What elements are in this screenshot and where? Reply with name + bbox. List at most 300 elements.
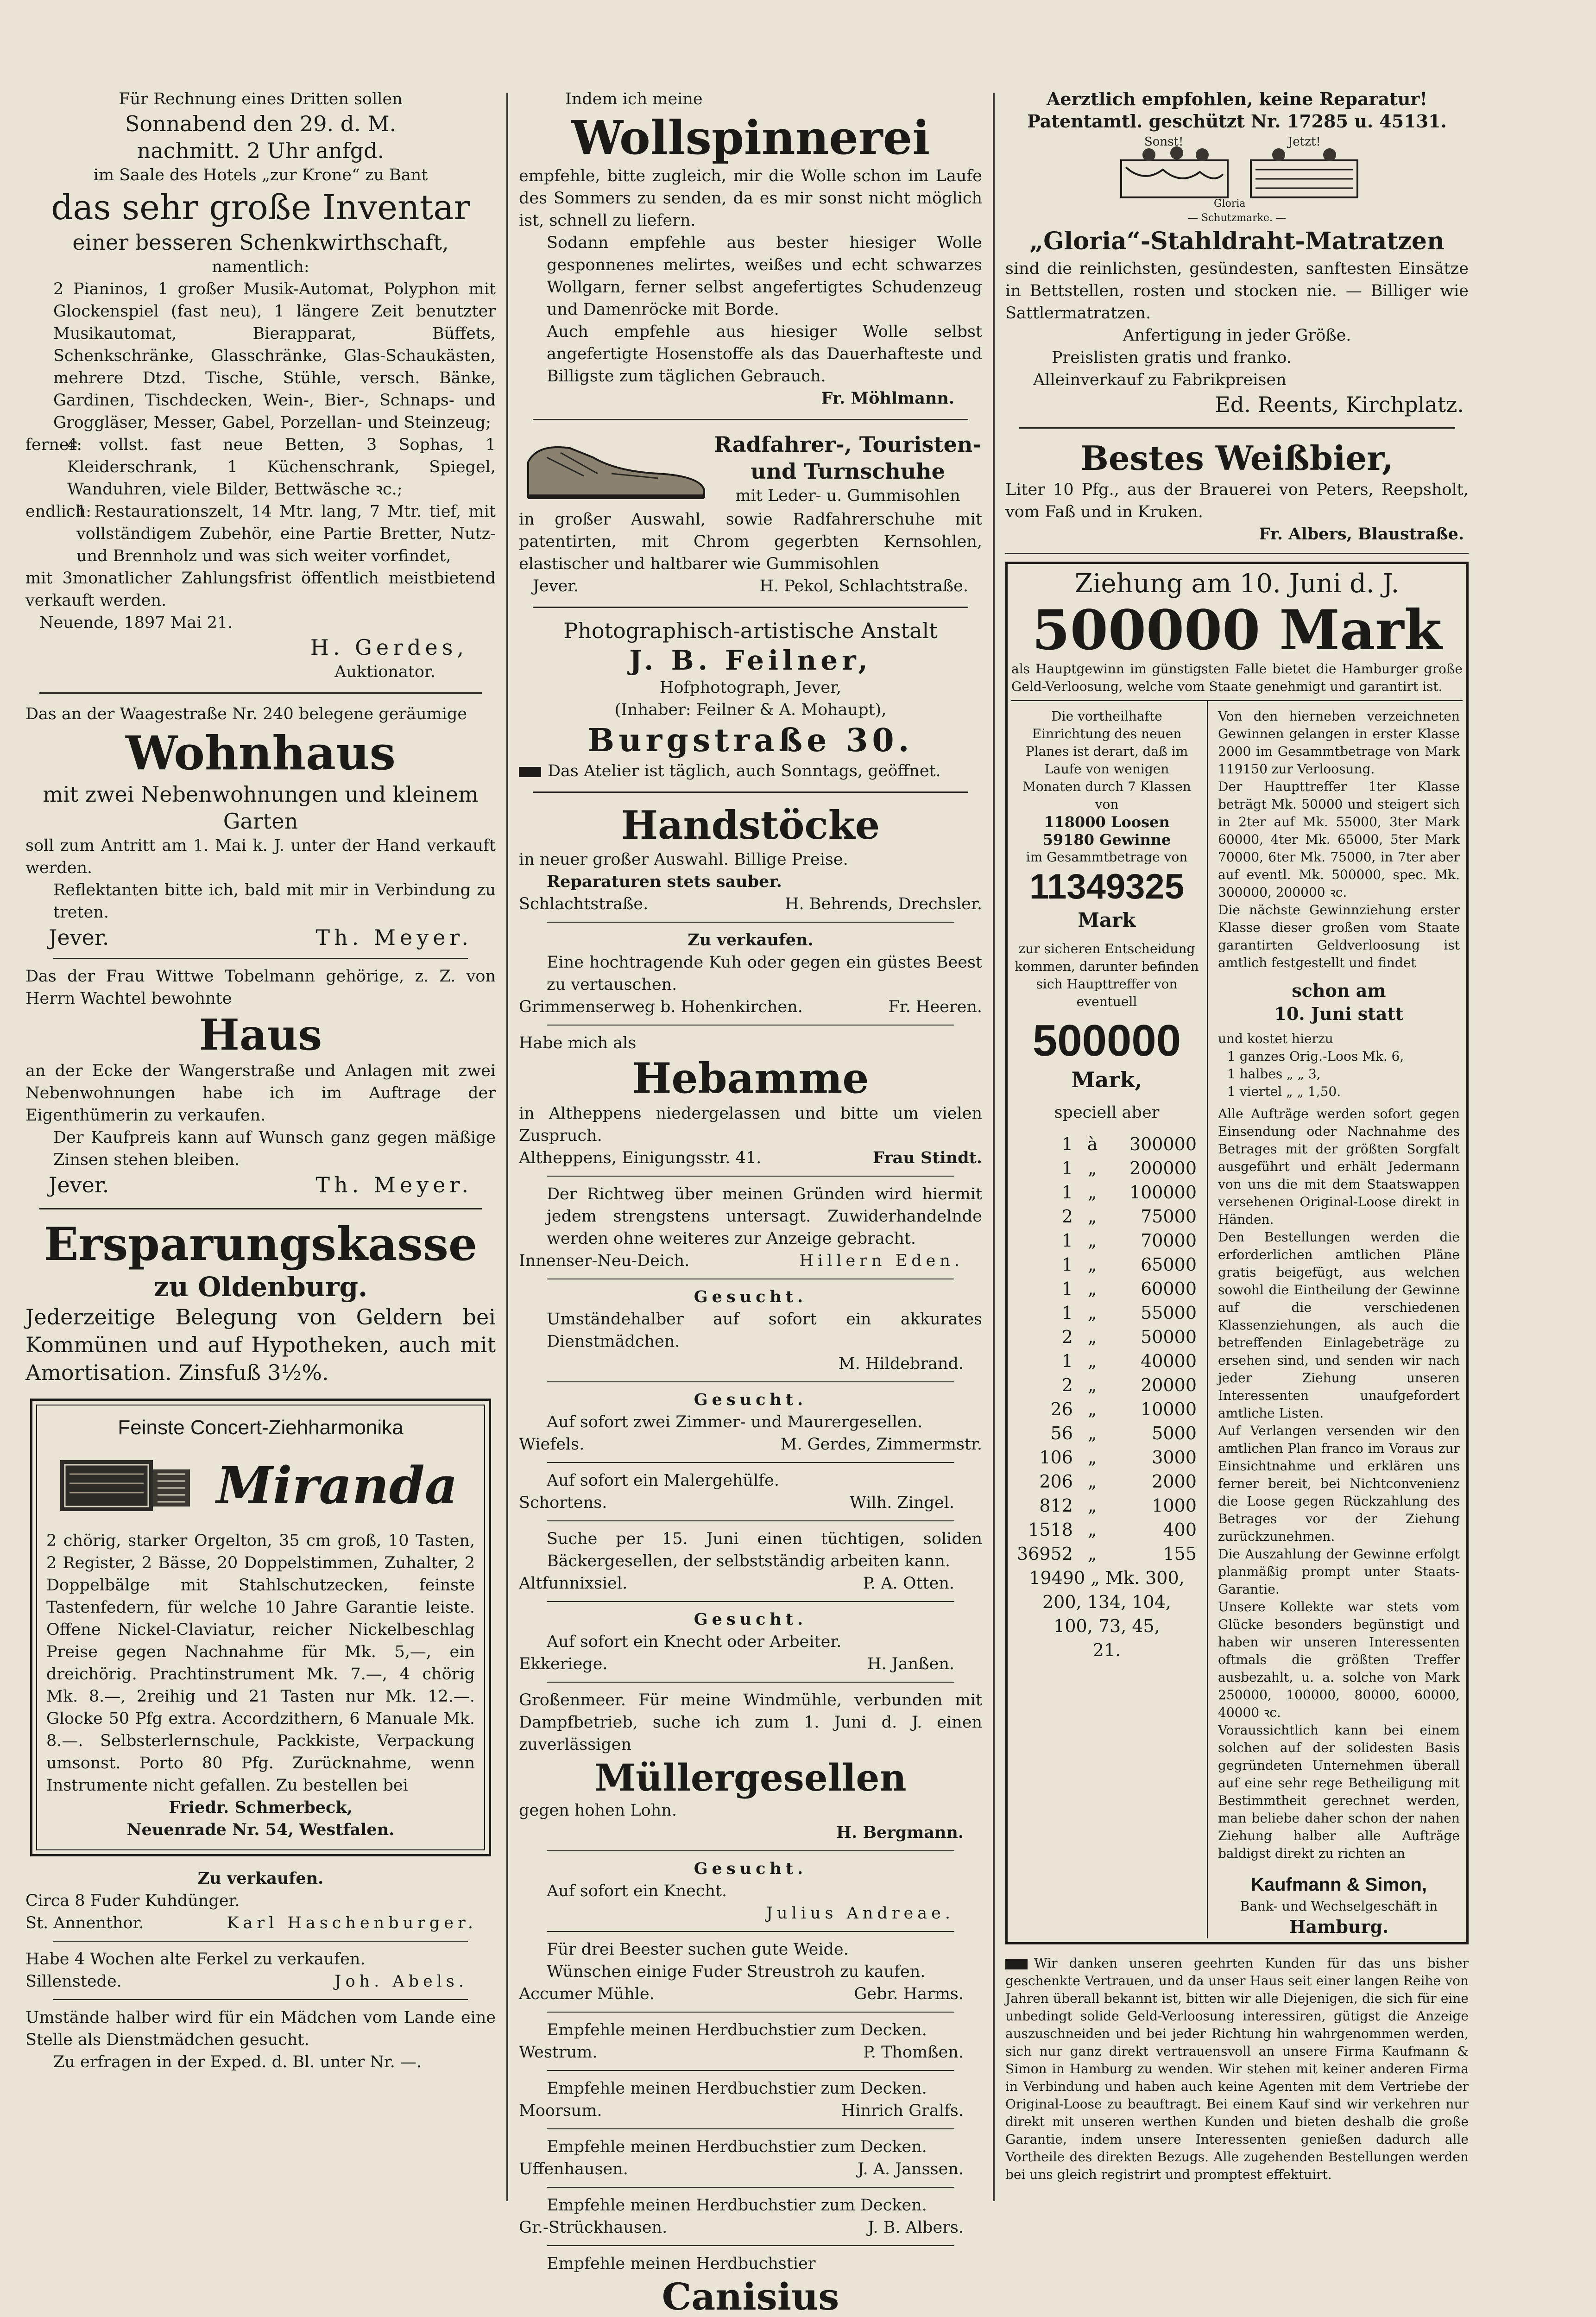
prize-separator: „ — [1088, 1158, 1097, 1178]
prize-count: 1 — [1061, 1254, 1073, 1275]
ad-muellergesellen — [519, 1689, 982, 1844]
ad-place: Schlachtstraße. — [519, 895, 649, 913]
ad-separator — [547, 1025, 954, 1026]
prize-table — [1014, 1132, 1199, 1566]
ad-signature: J. A. Janssen. — [858, 2160, 964, 2178]
ad-line: speciell aber — [1054, 1103, 1160, 1122]
ad-body: Jederzeitige Belegung von Geldern bei Kommünen und auf Hypotheken, auch mit Amortisation. Zinsfuß 3½%. — [25, 1304, 496, 1385]
prize-separator: „ — [1088, 1544, 1097, 1564]
ad-price: 1 viertel „ „ 1,50. — [1227, 1084, 1341, 1099]
ad-separator — [1005, 553, 1469, 554]
ad-body: Der Haupttreffer 1ter Klasse beträgt Mk. 50000 und steigert sich in 2ter auf Mk. 55000, 3ter Mark 60000, 4ter Mk. 65000, 5ter Mark 70000, 6ter Mk. 75000, in 7ter aber auf eventl. Mk. 500000, spec. Mk. 300000, 200000 ꝛc. — [1218, 779, 1460, 900]
prize-amount: 70000 — [1141, 1230, 1197, 1251]
ad-place: Sillenstede. — [25, 1972, 122, 1991]
prize-amount: 55000 — [1141, 1303, 1197, 1323]
ad-line: Empfehle meinen Herdbuchstier zum Decken. — [547, 2021, 927, 2039]
ad-kuhduenger — [25, 1868, 496, 1934]
ad-body: Der Richtweg über meinen Gründen wird hiermit jedem strengstens untersagt. Zuwiderhandelnde werden ohne weiteres zur Anzeige gebracht. — [547, 1185, 982, 1248]
ad-line: Bank- und Wechselgeschäft in — [1240, 1899, 1438, 1914]
ad-separator — [53, 958, 468, 959]
ad-line: Aerztlich empfohlen, keine Reparatur! — [1046, 89, 1428, 109]
ad-footer — [519, 893, 982, 915]
ad-body: soll zum Antritt am 1. Mai k. J. unter der Hand verkauft werden. — [25, 836, 496, 877]
prize-amount: 400 — [1163, 1519, 1197, 1540]
ad-label: endlich: — [25, 502, 91, 521]
prize-amount: 75000 — [1141, 1206, 1197, 1227]
ad-big-number: 11349325 — [1029, 867, 1184, 906]
prize-amount: 40000 — [1141, 1351, 1197, 1371]
ad-price: 1 ganzes Orig.-Loos Mk. 6, — [1227, 1049, 1404, 1064]
ad-harmonika-inner — [36, 1405, 485, 1850]
ad-turnschuhe-title — [713, 431, 982, 507]
ad-separator — [533, 791, 968, 793]
prize-separator: „ — [1088, 1423, 1097, 1443]
ad-line: Auf sofort ein Knecht oder Arbeiter. — [547, 1633, 842, 1651]
ad-footer — [25, 1171, 496, 1199]
ad-separator — [547, 2012, 954, 2013]
column-3 — [1005, 88, 1469, 2184]
ad-herdbuchstier-4 — [519, 2194, 982, 2239]
ad-turnschuhe — [519, 430, 982, 597]
ad-place: Ekkeriege. — [519, 1655, 608, 1673]
ad-headline: und Turnschuhe — [751, 459, 945, 484]
ad-line: Auf sofort ein Knecht. — [547, 1882, 727, 1900]
accordion-illustration — [46, 1446, 199, 1525]
prize-row — [1014, 1397, 1199, 1421]
prize-separator: à — [1087, 1134, 1098, 1154]
prize-row — [1014, 1325, 1199, 1349]
prize-count: 206 — [1039, 1471, 1073, 1492]
ad-body: Den Bestellungen werden die erforderlichen amtlichen Pläne gratis beigefügt, aus welchen sowohl die Eintheilung der Gewinne auf die verschiedenen Klassenziehungen, als auch die betreffenden Einlagebeträge zu ersehen sind, und senden wir nach jeder Ziehung unseren Interessenten unaufgefordert amtliche Listen. — [1218, 1229, 1460, 1421]
ad-headline: Handstöcke — [621, 802, 880, 848]
ad-place: Wiefels. — [519, 1435, 585, 1454]
ad-body: an der Ecke der Wangerstraße und Anlagen mit zwei Nebenwohnungen habe ich im Auftrage der Eigenthümerin zu verkaufen. — [25, 1062, 496, 1125]
ad-signature: M. Gerdes, Zimmermstr. — [780, 1435, 982, 1454]
ad-harmonika-header — [46, 1446, 475, 1525]
ad-herdbuchstier-2 — [519, 2077, 982, 2122]
prize-separator: „ — [1088, 1206, 1097, 1227]
ad-place: Uffenhausen. — [519, 2160, 628, 2178]
ad-line: Zu erfragen in der Exped. d. Bl. unter Nr. —. — [53, 2053, 422, 2071]
ad-price: 1 halbes „ „ 3, — [1227, 1066, 1321, 1082]
prize-amount: 2000 — [1152, 1471, 1197, 1492]
ad-line: Habe 4 Wochen alte Ferkel zu verkaufen. — [25, 1950, 366, 1969]
ad-date: Neuende, 1897 Mai 21. — [39, 614, 233, 632]
mattress-illustration — [1107, 133, 1367, 211]
ad-list-row — [25, 500, 496, 567]
ad-matratzen-illustration — [1005, 133, 1469, 211]
ad-lottery-box — [1005, 562, 1469, 1944]
ad-line: Das der Frau Wittwe Tobelmann gehörige, z. Z. von Herrn Wachtel bewohnte — [25, 967, 496, 1008]
prize-separator: „ — [1088, 1399, 1097, 1419]
ad-body: Eine hochtragende Kuh oder gegen ein güstes Beest zu vertauschen. — [547, 953, 982, 994]
ad-place: Jever. — [49, 1172, 109, 1197]
ad-separator — [533, 607, 968, 608]
ad-malergehuelfe — [519, 1469, 982, 1514]
sonst-caption: Sonst! — [1144, 135, 1184, 149]
ad-canisius — [519, 2253, 982, 2317]
prize-amount: 3000 — [1152, 1447, 1197, 1468]
prize-separator: „ — [1088, 1254, 1097, 1275]
ad-headline: Hebamme — [632, 1054, 869, 1103]
ad-headline: Burgstraße 30. — [587, 722, 914, 759]
ad-separator — [547, 1176, 954, 1177]
ad-line: (Inhaber: Feilner & A. Mohaupt), — [614, 701, 887, 719]
ad-place: Gr.-Strückhausen. — [519, 2218, 668, 2237]
ad-signature: Frau Stindt. — [873, 1148, 982, 1167]
ad-body: in Altheppens niedergelassen und bitte um vielen Zuspruch. — [519, 1104, 982, 1145]
ad-handstoecke — [519, 802, 982, 915]
ad-headline: Wollspinnerei — [571, 110, 930, 165]
ad-line: Habe mich als — [519, 1034, 637, 1052]
ad-line: Empfehle meinen Herdbuchstier zum Decken. — [547, 2079, 927, 2098]
prize-row — [1014, 1373, 1199, 1397]
ad-body: zur sicheren Entscheidung kommen, darunter befinden sich Haupttreffer von eventuell — [1015, 941, 1199, 1009]
ad-body — [1005, 1955, 1469, 2184]
prize-count: 1 — [1061, 1182, 1073, 1203]
ad-footer — [519, 996, 982, 1018]
ad-line: Reparaturen stets sauber. — [547, 872, 782, 891]
ad-footer — [519, 575, 982, 597]
prize-amount: 100000 — [1129, 1182, 1197, 1203]
ad-body: Suche per 15. Juni einen tüchtigen, soliden Bäckergesellen, der selbstständig arbeiten kann. — [547, 1530, 982, 1570]
trademark-caption: — Schutzmarke. — — [1188, 212, 1286, 224]
ad-line: Für drei Beester suchen gute Weide. — [547, 1940, 849, 1959]
ad-footer — [519, 2100, 982, 2122]
ad-separator — [547, 2187, 954, 2188]
ad-body — [519, 760, 982, 782]
ad-weissbier — [1005, 438, 1469, 545]
prize-separator: „ — [1088, 1495, 1097, 1516]
ad-line: einer besseren Schenkwirthschaft, — [72, 230, 449, 255]
ad-footer — [519, 1572, 982, 1595]
prize-row — [1014, 1156, 1199, 1180]
ad-signature: Gebr. Harms. — [854, 1985, 964, 2003]
ad-separator — [547, 922, 954, 923]
prize-separator: „ — [1088, 1519, 1097, 1540]
ad-signature: H. Janßen. — [867, 1655, 954, 1673]
column-rule-2 — [993, 93, 995, 2201]
ad-turnschuhe-header — [519, 430, 982, 508]
ad-footer — [519, 2216, 982, 2239]
ad-line: Sonnabend den 29. d. M. — [125, 111, 397, 136]
ad-footer — [25, 1970, 496, 1993]
prize-amount: 20000 — [1141, 1375, 1197, 1395]
ad-body: Der Kaufpreis kann auf Wunsch ganz gegen mäßige Zinsen stehen bleiben. — [53, 1128, 496, 1169]
ad-signature: Fr. Heeren. — [888, 998, 982, 1016]
ad-signature: Julius Andreae. — [766, 1904, 954, 1923]
ad-firm-name: Kaufmann & Simon, — [1250, 1874, 1427, 1895]
ad-separator — [53, 1941, 468, 1942]
ad-body: empfehle, bitte zugleich, mir die Wolle schon im Laufe des Sommers zu senden, da es mir sonst nicht möglich ist, schnell zu liefern. — [519, 167, 982, 230]
prize-separator: „ — [1088, 1471, 1097, 1492]
ad-place: Altheppens, Einigungsstr. 41. — [519, 1149, 762, 1167]
ad-line: 59180 Gewinne — [1042, 831, 1171, 848]
prize-row — [1014, 1445, 1199, 1469]
ad-place: Grimmenserweg b. Hohenkirchen. — [519, 998, 803, 1016]
ad-line: Hofphotograph, Jever, — [659, 678, 842, 697]
ad-headline: Ersparungskasse — [44, 1218, 478, 1271]
ad-footer — [519, 1983, 982, 2005]
ad-line: Empfehle meinen Herdbuchstier zum Decken. — [547, 2196, 927, 2215]
prize-separator: „ — [1088, 1230, 1097, 1251]
ad-line: 100, 73, 45, — [1053, 1616, 1160, 1636]
ad-body: Liter 10 Pfg., aus der Brauerei von Peters, Reepsholt, vom Faß und in Kruken. — [1005, 481, 1469, 521]
prize-separator: „ — [1088, 1351, 1097, 1371]
ad-signature: Hinrich Gralfs. — [841, 2102, 964, 2120]
ad-body-text: Wir danken unseren geehrten Kunden für das uns bisher geschenkte Vertrauen, und da unser Haus seit einer langen Reihe von Jahren überall bekannt ist, bitten wir alle Diejenigen, die sich für eine unbedingt solide Geld-Verloosung interessiren, gütigst die Anzeige auszuschneiden und bei jeder Richtung hin wahrgenommen werden, sich nur ganz direkt vertrauensvoll an unsere Firma Kaufmann & Simon in Hamburg zu wenden. Wir stehen mit keiner anderen Firma in Verbindung und haben auch keine Agenten mit dem Vertriebe der Original-Loose zu beauftragt. Bei einem Kauf sind wir verkehren nur direkt mit unseren werthen Kunden und bieten deshalb die große Garantie, indem unsere Interessenten genießen dadurch alle Vortheile des direkten Bezugs. Alle zugehenden Bestellungen werden bei uns gleich registrirt und promptest effektuirt. — [1005, 1956, 1469, 2182]
ad-separator — [547, 1601, 954, 1602]
prize-count: 1 — [1061, 1303, 1073, 1323]
ad-harmonika-box — [30, 1399, 491, 1856]
pointing-hand-icon — [1005, 1959, 1028, 1969]
ad-heading: Gesucht. — [694, 1390, 807, 1409]
ad-sparkasse — [25, 1219, 496, 1386]
ad-footer — [519, 1147, 982, 1169]
prize-row — [1014, 1518, 1199, 1542]
ad-dienstmaedchen — [25, 2007, 496, 2073]
ad-line: 10. Juni statt — [1274, 1003, 1404, 1024]
ad-weide — [519, 1938, 982, 2005]
ad-separator — [547, 1462, 954, 1463]
ad-heading: Gesucht. — [694, 1287, 807, 1306]
ad-body: Auch empfehle aus hiesiger Wolle selbst angefertigte Hosenstoffe als das Dauerhafteste und Billigste zum täglichen Gebrauch. — [547, 323, 982, 386]
ad-signature: H. Pekol, Schlachtstraße. — [759, 577, 968, 595]
gloria-caption: Gloria — [1214, 198, 1246, 209]
ad-separator — [1019, 427, 1455, 429]
ad-signature: Th. Meyer. — [315, 925, 473, 950]
ad-body: 2 Pianinos, 1 großer Musik-Automat, Polyphon mit Glockenspiel (fast neu), 1 längere Zeit benutzter Musikautomat, Bierapparat, Büffets, Schenkschränke, Glasschränke, Glas-Schaukästen, mehrere Dtzd. Tische, Stühle, versch. Bänke, Gardinen, Tischdecken, Wein-, Bier-, Schnaps- und Groggläser, Messer, Gabel, Porzellan- und Steinzeug; — [53, 280, 496, 432]
ad-headline: Bestes Weißbier, — [1080, 438, 1394, 478]
prize-count: 1518 — [1028, 1519, 1073, 1540]
ad-auction-inventory — [25, 88, 496, 683]
ad-big-number: 500000 — [1032, 1016, 1181, 1065]
prize-separator: „ — [1088, 1303, 1097, 1323]
ad-line: Empfehle meinen Herdbuchstier zum Decken. — [547, 2138, 927, 2156]
ad-line: 118000 Loosen — [1044, 813, 1170, 831]
ad-separator — [547, 1850, 954, 1851]
ad-place: Innenser-Neu-Deich. — [519, 1252, 690, 1270]
prize-table-body — [1014, 1132, 1199, 1566]
prize-count: 1 — [1061, 1230, 1073, 1251]
prize-count: 1 — [1061, 1279, 1073, 1299]
prize-row — [1014, 1228, 1199, 1253]
ad-line: Umstände halber wird für ein Mädchen vom Lande eine Stelle als Dienstmädchen gesucht. — [25, 2008, 496, 2049]
ad-lottery-right — [1208, 701, 1463, 1938]
ad-signature: J. B. Albers. — [868, 2218, 964, 2237]
ad-line: schon am — [1292, 980, 1386, 1001]
ad-place: St. Annenthor. — [25, 1914, 144, 1932]
ad-footer — [519, 1492, 982, 1514]
ad-separator — [533, 419, 968, 420]
prize-amount: 10000 — [1141, 1399, 1197, 1419]
ad-separator — [547, 1381, 954, 1382]
ad-place: Schortens. — [519, 1494, 607, 1512]
ad-signature: H. Bergmann. — [836, 1823, 964, 1842]
ad-separator — [547, 2070, 954, 2071]
ad-body: Sodann empfehle aus bester hiesiger Wolle gesponnenes melirtes, weißes und echt schwarzes Wollgarn, ferner selbst angefertigtes Schudenzeug und Damenröcke mit Borde. — [547, 234, 982, 319]
ad-body: in großer Auswahl, sowie Radfahrerschuhe mit patentirten, mit Chrom gegerbten Kernsohlen, elastischer und haltbarer wie Gummisohlen — [519, 510, 982, 573]
ad-line: gegen hohen Lohn. — [519, 1801, 677, 1820]
prize-amount: 300000 — [1129, 1134, 1197, 1154]
ad-place: Jever. — [49, 925, 109, 950]
ad-line: Mark, — [1071, 1067, 1142, 1092]
prize-row — [1014, 1132, 1199, 1156]
prize-row — [1014, 1349, 1199, 1373]
ad-herdbuchstier-3 — [519, 2136, 982, 2180]
ad-separator — [53, 1999, 468, 2000]
ad-wollspinnerei — [519, 88, 982, 410]
ad-line: im Gesammtbetrage von — [1026, 849, 1188, 865]
ad-line: 21. — [1092, 1640, 1121, 1660]
prize-separator: „ — [1088, 1375, 1097, 1395]
ad-place: Accumer Mühle. — [519, 1985, 655, 2003]
ad-signature: Joh. Abels. — [334, 1972, 468, 1991]
ad-line: im Saale des Hotels „zur Krone“ zu Bant — [93, 166, 428, 184]
prize-row — [1014, 1277, 1199, 1301]
ad-separator — [547, 1931, 954, 1932]
ad-body: 4 vollst. fast neue Betten, 3 Sophas, 1 Kleiderschrank, 1 Küchenschrank, Spiegel, Wanduhren, viele Bilder, Bettwäsche ꝛc.; — [67, 436, 496, 499]
prize-count: 2 — [1061, 1375, 1073, 1395]
ad-line: 19490 „ Mk. 300, — [1029, 1568, 1185, 1588]
ad-separator — [39, 692, 482, 694]
prize-row — [1014, 1469, 1199, 1494]
ad-hebamme — [519, 1032, 982, 1169]
ad-body: als Hauptgewinn im günstigsten Falle bietet die Hamburger große Geld-Verloosung, welche vom Staate genehmigt und garantirt ist. — [1011, 661, 1463, 694]
prize-row — [1014, 1301, 1199, 1325]
ad-footer — [25, 924, 496, 951]
ad-headline: Radfahrer-, Touristen- — [714, 432, 982, 457]
ad-signature: Ed. Reents, Kirchplatz. — [1215, 392, 1464, 417]
prize-count: 1 — [1061, 1351, 1073, 1371]
ad-heading: Zu verkaufen. — [197, 1869, 324, 1888]
ad-body: Alle Aufträge werden sofort gegen Einsendung oder Nachnahme des Betrages mit der größten Sorgfalt ausgeführt und erhält Jedermann von uns die mit dem Staatswappen versehenen Original-Loose direkt in Händen. — [1218, 1106, 1460, 1227]
ad-line: Preislisten gratis und franko. — [1052, 348, 1292, 367]
ad-lottery-left — [1011, 701, 1208, 1938]
shoe-illustration — [519, 430, 713, 508]
ad-line: Patentamtl. geschützt Nr. 17285 u. 45131. — [1027, 111, 1447, 132]
jetzt-caption: Jetzt! — [1288, 135, 1321, 149]
ad-baecker — [519, 1528, 982, 1595]
prize-count: 26 — [1050, 1399, 1073, 1419]
column-rule-1 — [506, 93, 508, 2201]
ad-line: mit Leder- u. Gummisohlen — [735, 487, 960, 505]
ad-ferkel — [25, 1948, 496, 1993]
ad-line: Feinste Concert-Ziehharmonika — [118, 1416, 404, 1439]
ad-haus — [25, 965, 496, 1199]
ad-separator — [547, 2245, 954, 2246]
ad-place: Jever. — [533, 577, 579, 595]
ad-line: Hamburg. — [1289, 1916, 1389, 1937]
column-1 — [25, 88, 496, 2073]
ad-signature: Fr. Albers, Blaustraße. — [1259, 525, 1464, 544]
ad-headline: Miranda — [216, 1456, 458, 1515]
ad-photograph — [519, 617, 982, 782]
ad-line: Ziehung am 10. Juni d. J. — [1074, 569, 1400, 599]
prize-amount: 5000 — [1152, 1423, 1197, 1443]
prize-separator: „ — [1088, 1447, 1097, 1468]
ad-body: Großenmeer. Für meine Windmühle, verbunden mit Dampfbetrieb, suche ich zum 1. Juni d. J. einen zuverlässigen — [519, 1691, 982, 1754]
prize-count: 56 — [1050, 1423, 1073, 1443]
ad-line: Photographisch-artistische Anstalt — [563, 618, 938, 643]
ad-gesucht-3 — [519, 1608, 982, 1675]
ad-matratzen — [1005, 88, 1469, 418]
ad-body-text: Das Atelier ist täglich, auch Sonntags, geöffnet. — [548, 762, 941, 780]
ad-separator — [547, 1520, 954, 1521]
ad-line: Wünschen einige Fuder Streustroh zu kaufen. — [547, 1962, 926, 1981]
ad-body: Unsere Kollekte war stets vom Glücke besonders begünstigt und haben wir unseren Interessenten oftmals die größten Treffer ausbezahlt, u. a. solche von Mark 250000, 100000, 80000, 60000, 40000 ꝛc. — [1218, 1599, 1460, 1720]
prize-separator: „ — [1088, 1279, 1097, 1299]
ad-line: Friedr. Schmerbeck, — [169, 1798, 353, 1817]
ad-gesucht-1 — [519, 1286, 982, 1375]
ad-heading: Gesucht. — [694, 1610, 807, 1629]
prize-amount: 60000 — [1141, 1279, 1197, 1299]
prize-row — [1014, 1253, 1199, 1277]
prize-count: 1 — [1061, 1158, 1073, 1178]
ad-headline: Haus — [199, 1010, 322, 1060]
ad-signature: Fr. Möhlmann. — [821, 389, 954, 408]
ad-gesucht-2 — [519, 1389, 982, 1456]
ad-line: mit zwei Nebenwohnungen und kleinem Garten — [43, 782, 479, 834]
ad-headline: Müllergesellen — [594, 1756, 907, 1799]
ad-line: Anfertigung in jeder Größe. — [1123, 326, 1351, 345]
ad-signature: Th. Meyer. — [315, 1172, 473, 1197]
ad-label: ferner: — [25, 436, 82, 454]
prize-count: 106 — [1039, 1447, 1073, 1468]
ad-kuh — [519, 929, 982, 1018]
ad-wohnhaus — [25, 703, 496, 951]
prize-row — [1014, 1542, 1199, 1566]
ad-signature: Wilh. Zingel. — [849, 1494, 954, 1512]
prize-amount: 200000 — [1129, 1158, 1197, 1178]
ad-line: Auf sofort ein Malergehülfe. — [547, 1471, 779, 1490]
ad-body: Von den hierneben verzeichneten Gewinnen gelangen in erster Klasse 2000 im Gesammtbetrage von Mark 119150 zur Verloosung. — [1218, 709, 1460, 777]
ad-list-row — [25, 434, 496, 500]
ad-body: Die nächste Gewinnziehung erster Klasse dieser großen vom Staate garantirten Geldverloosung ist amtlich festgestellt und findet — [1218, 902, 1460, 970]
column-2 — [519, 88, 982, 2317]
ad-signature: P. Thomßen. — [863, 2043, 964, 2062]
ad-headline: das sehr große Inventar — [51, 188, 470, 228]
ad-footer — [519, 1250, 982, 1272]
ad-line: in neuer großer Auswahl. Billige Preise. — [519, 850, 848, 869]
ad-body: Voraussichtlich kann bei einem solchen auf der solidesten Basis gegründeten Unternehmen überall auf eine sehr rege Betheiligung mit Bestimmtheit gerechnet werden, man beliebe daher schon der nahen Ziehung halber alle Aufträge baldigst direkt zu richten an — [1218, 1722, 1460, 1861]
prize-amount: 65000 — [1141, 1254, 1197, 1275]
prize-count: 1 — [1061, 1134, 1073, 1154]
ad-line: Mark — [1078, 909, 1136, 931]
ad-footer — [519, 1653, 982, 1675]
ad-headline: 500000 Mark — [1032, 598, 1442, 662]
ad-signature: P. A. Otten. — [863, 1574, 954, 1593]
pointing-hand-icon — [519, 767, 541, 777]
ad-separator — [547, 2128, 954, 2129]
ad-heading: Gesucht. — [694, 1859, 807, 1878]
ad-body: 2 chörig, starker Orgelton, 35 cm groß, 10 Tasten, 2 Register, 2 Bässe, 20 Doppelstimmen, Zuhalter, 2 Doppelbälge mit Stahlschutzecken, feinste Tastenfedern, für welche 10 Jahre Garantie leiste. Offene Nickel-Claviatur, reicher Nickelbeschlag Preise gegen Nachnahme für Mk. 5,—, ein dreichörig. Prachtinstrument Mk. 7.—, 4 chörig Mk. 8.—, 2reihig und 21 Tasten nur Mk. 12.—. Glocke 50 Pfg extra. Accordzithern, 6 Manuale Mk. 8.—. Selbsterlernschule, Packkiste, Verpackung umsonst. Porto 80 Pfg. Zurücknahme, wenn Instrumente nicht gefallen. Zu bestellen bei — [46, 1532, 475, 1795]
ad-body: Reflektanten bitte ich, bald mit mir in Verbindung zu treten. — [53, 881, 496, 922]
ad-lottery-columns — [1011, 700, 1463, 1938]
ad-herdbuchstier-1 — [519, 2019, 982, 2064]
ad-body: 1 Restaurationszelt, 14 Mtr. lang, 7 Mtr. tief, mit vollständigem Zubehör, eine Partie Bretter, Nutz- und Brennholz und was sich weiter vorfindet, — [76, 502, 496, 565]
ad-body: Umständehalber auf sofort ein akkurates Dienstmädchen. — [547, 1310, 982, 1351]
ad-signature: M. Hildebrand. — [838, 1355, 964, 1373]
ad-line: Indem ich meine — [565, 90, 703, 108]
ad-separator — [547, 1682, 954, 1683]
ad-signature: H. Gerdes, — [310, 635, 468, 660]
ad-line: Alleinverkauf zu Fabrikpreisen — [1033, 371, 1287, 389]
ad-body: mit 3monatlicher Zahlungsfrist öffentlich meistbietend verkauft werden. — [25, 569, 496, 610]
ad-signature: Hillern Eden. — [799, 1252, 964, 1270]
ad-line: Für Rechnung eines Dritten sollen — [119, 90, 403, 108]
prize-amount: 155 — [1163, 1544, 1197, 1564]
